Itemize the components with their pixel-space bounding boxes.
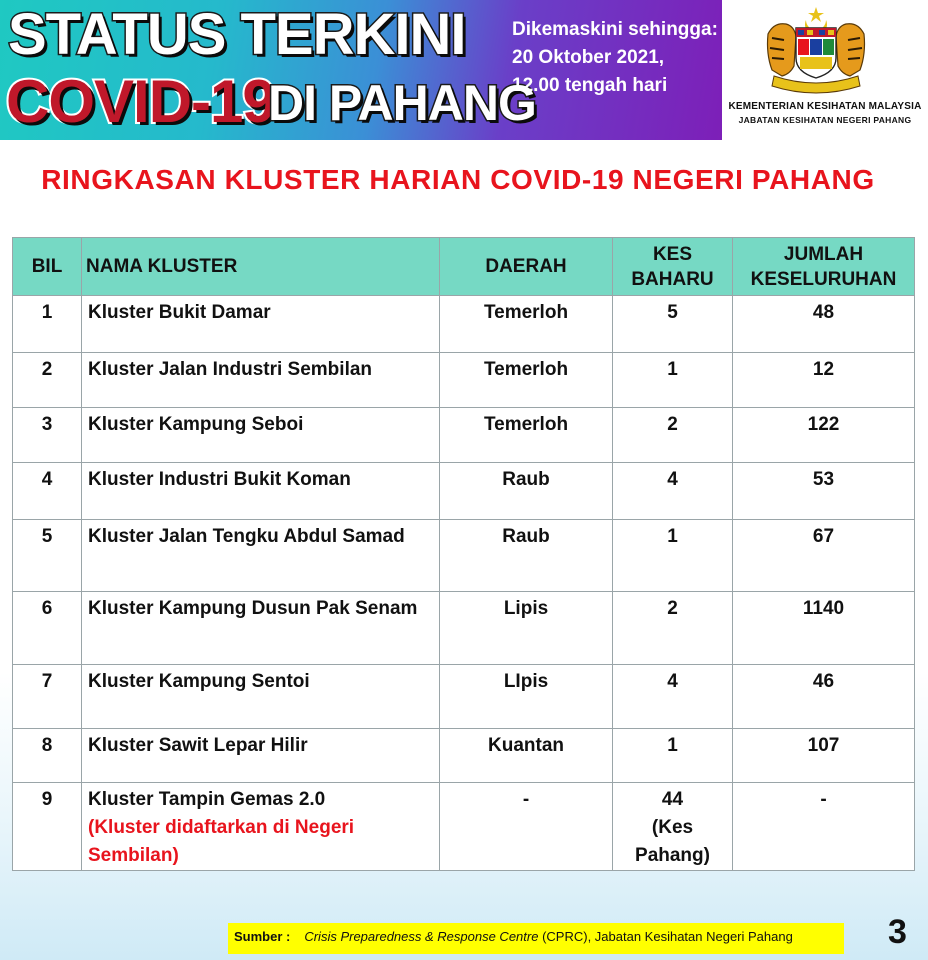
cell-daerah: - [440,783,613,871]
cell-nama: Kluster Kampung Dusun Pak Senam [82,592,440,665]
title-di-pahang: DI PAHANG [268,75,536,131]
cell-nama: Kluster Sawit Lepar Hilir [82,729,440,783]
cell-kes: 5 [613,296,733,353]
update-label: Dikemaskini sehingga: [512,19,718,40]
update-info [512,16,718,100]
header-daerah: DAERAH [440,238,613,296]
table-row [13,296,915,353]
cell-kes: 2 [613,408,733,463]
cell-kes: 1 [613,353,733,408]
table-row [13,520,915,592]
cell-nama: Kluster Kampung Seboi [82,408,440,463]
cell-jumlah: 107 [733,729,915,783]
table-row [13,463,915,520]
cell-daerah: Temerloh [440,408,613,463]
cell-bil: 1 [13,296,82,353]
cell-kes: 1 [613,520,733,592]
cell-jumlah: 53 [733,463,915,520]
cell-kes: 1 [613,729,733,783]
cell-jumlah: 48 [733,296,915,353]
cell-kes-note: (Kes Pahang) [635,817,710,866]
table-row [13,592,915,665]
cell-bil: 2 [13,353,82,408]
cell-jumlah: - [733,783,915,871]
cell-daerah: Temerloh [440,296,613,353]
cell-kes-value: 44 [661,789,684,810]
cell-nama-note: (Kluster didaftarkan di Negeri Sembilan) [88,817,355,866]
cell-daerah: Lipis [440,592,613,665]
cell-nama: Kluster Jalan Industri Sembilan [82,353,440,408]
cell-bil: 6 [13,592,82,665]
cell-daerah: Raub [440,463,613,520]
cell-bil: 5 [13,520,82,592]
page-title: RINGKASAN KLUSTER HARIAN COVID-19 NEGERI PAHANG [41,164,875,195]
source-org: Crisis Preparedness & Response Centre [304,929,539,944]
table-header-row [13,238,915,296]
cell-bil: 8 [13,729,82,783]
department-name: JABATAN KESIHATAN NEGERI PAHANG [738,115,912,125]
table-row [13,783,915,871]
cell-daerah: LIpis [440,665,613,729]
ministry-name: KEMENTERIAN KESIHATAN MALAYSIA [728,101,922,112]
malaysia-coat-of-arms-icon [760,4,872,96]
update-date: 20 Oktober 2021, [512,47,665,68]
cell-bil: 4 [13,463,82,520]
cell-nama [82,783,440,871]
cell-daerah: Temerloh [440,353,613,408]
cell-jumlah: 12 [733,353,915,408]
cell-jumlah: 1140 [733,592,915,665]
cell-jumlah: 46 [733,665,915,729]
cell-kes: 4 [613,463,733,520]
cell-nama: Kluster Jalan Tengku Abdul Samad [82,520,440,592]
table-row [13,408,915,463]
header-bil: BIL [13,238,82,296]
cell-nama: Kluster Kampung Sentoi [82,665,440,729]
table-row [13,353,915,408]
header-jumlah-line2: KESELURUHAN [750,268,897,290]
update-time: 12.00 tengah hari [512,75,668,96]
header-jumlah-line1: JUMLAH [783,243,864,265]
source-rest: (CPRC), Jabatan Kesihatan Negeri Pahang [542,929,793,944]
page-number: 3 [888,913,907,951]
cell-kes: 2 [613,592,733,665]
cluster-table [12,237,915,871]
cell-kes: 4 [613,665,733,729]
cell-nama: Kluster Industri Bukit Koman [82,463,440,520]
header-kes-line1: KES [652,243,693,265]
header-nama-kluster: NAMA KLUSTER [82,238,440,296]
header-jumlah-keseluruhan [733,238,915,296]
cell-bil: 9 [13,783,82,871]
cell-bil: 3 [13,408,82,463]
cell-daerah: Raub [440,520,613,592]
cell-jumlah: 122 [733,408,915,463]
header-kes-baharu [613,238,733,296]
cell-bil: 7 [13,665,82,729]
cell-nama: Kluster Bukit Damar [82,296,440,353]
table-row [13,729,915,783]
source-label: Sumber : [234,929,291,944]
cell-daerah: Kuantan [440,729,613,783]
header-banner [0,0,722,140]
cell-kes [613,783,733,871]
cell-nama-text: Kluster Tampin Gemas 2.0 [88,789,326,810]
title-covid: COVID-19 [6,68,275,135]
table-row [13,665,915,729]
header-kes-line2: BAHARU [631,268,714,290]
source-note [228,923,844,954]
cell-jumlah: 67 [733,520,915,592]
title-status-terkini: STATUS TERKINI [8,2,466,67]
